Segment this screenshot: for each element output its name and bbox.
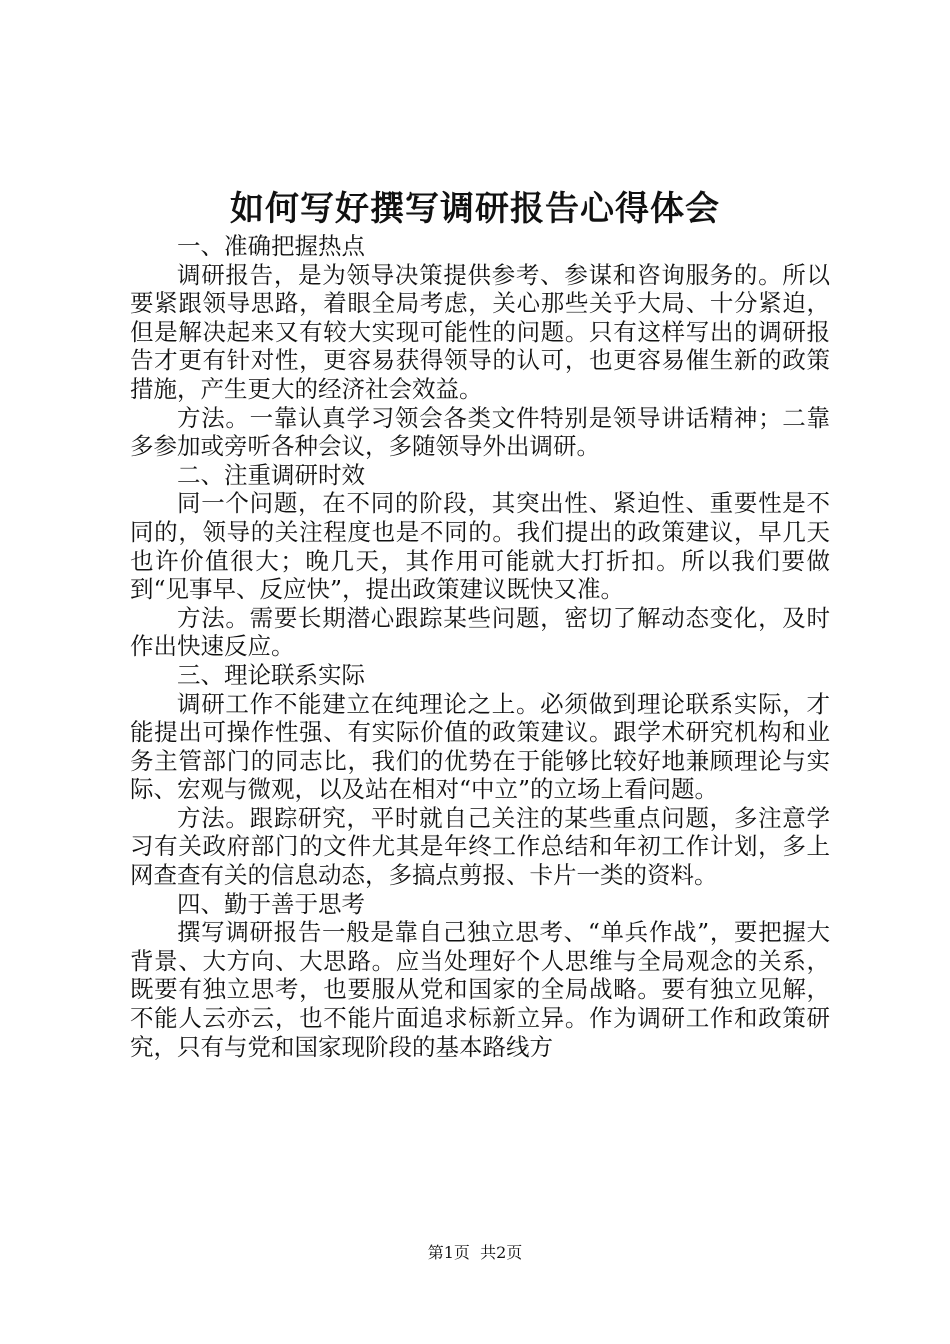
page-footer — [0, 1242, 950, 1264]
section-heading-1: 一、准确把握热点 — [177, 232, 365, 260]
page-total: 共2页 — [480, 1243, 523, 1262]
paragraph: 调研工作不能建立在纯理论之上。必须做到理论联系实际，才能提出可操作性强、有实际价值的政策建议。跟学术研究机构和业务主管部门的同志比，我们的优势在于能够比较好地兼顾理论与实际、宏观与微观，以及站在相对“中立”的立场上看问题。 — [130, 689, 830, 804]
page-number: 第1页 — [427, 1243, 470, 1262]
paragraph: 同一个问题，在不同的阶段，其突出性、紧迫性、重要性是不同的，领导的关注程度也是不同的。我们提出的政策建议，早几天也许价值很大；晚几天，其作用可能就大打折扣。所以我们要做到“见事早、反应快”，提出政策建议既快又准。 — [130, 489, 830, 604]
section-heading-4: 四、勤于善于思考 — [177, 889, 365, 918]
paragraph: 方法。需要长期潜心跟踪某些问题，密切了解动态变化，及时作出快速反应。 — [130, 603, 830, 661]
section-heading-3: 三、理论联系实际 — [177, 660, 365, 689]
paragraph: 撰写调研报告一般是靠自己独立思考、“单兵作战”，要把握大背景、大方向、大思路。应当处理好个人思维与全局观念的关系，既要有独立思考，也要服从党和国家的全局战略。要有独立见解，不能人云亦云，也不能片面追求标新立异。作为调研工作和政策研究，只有与党和国家现阶段的基本路线方 — [130, 918, 830, 1061]
section-heading-2: 二、注重调研时效 — [177, 460, 365, 489]
document-title: 如何写好撰写调研报告心得体会 — [230, 189, 720, 229]
paragraph: 方法。一靠认真学习领会各类文件特别是领导讲话精神；二靠多参加或旁听各种会议，多随领导外出调研。 — [130, 403, 830, 461]
paragraph: 方法。跟踪研究，平时就自己关注的某些重点问题，多注意学习有关政府部门的文件尤其是年终工作总结和年初工作计划，多上网查查有关的信息动态，多搞点剪报、卡片一类的资料。 — [130, 803, 830, 890]
paragraph: 调研报告，是为领导决策提供参考、参谋和咨询服务的。所以要紧跟领导思路，着眼全局考虑，关心那些关乎大局、十分紧迫，但是解决起来又有较大实现可能性的问题。只有这样写出的调研报告才更有针对性，更容易获得领导的认可，也更容易催生新的政策措施，产生更大的经济社会效益。 — [130, 260, 830, 403]
document-body — [130, 232, 830, 1061]
